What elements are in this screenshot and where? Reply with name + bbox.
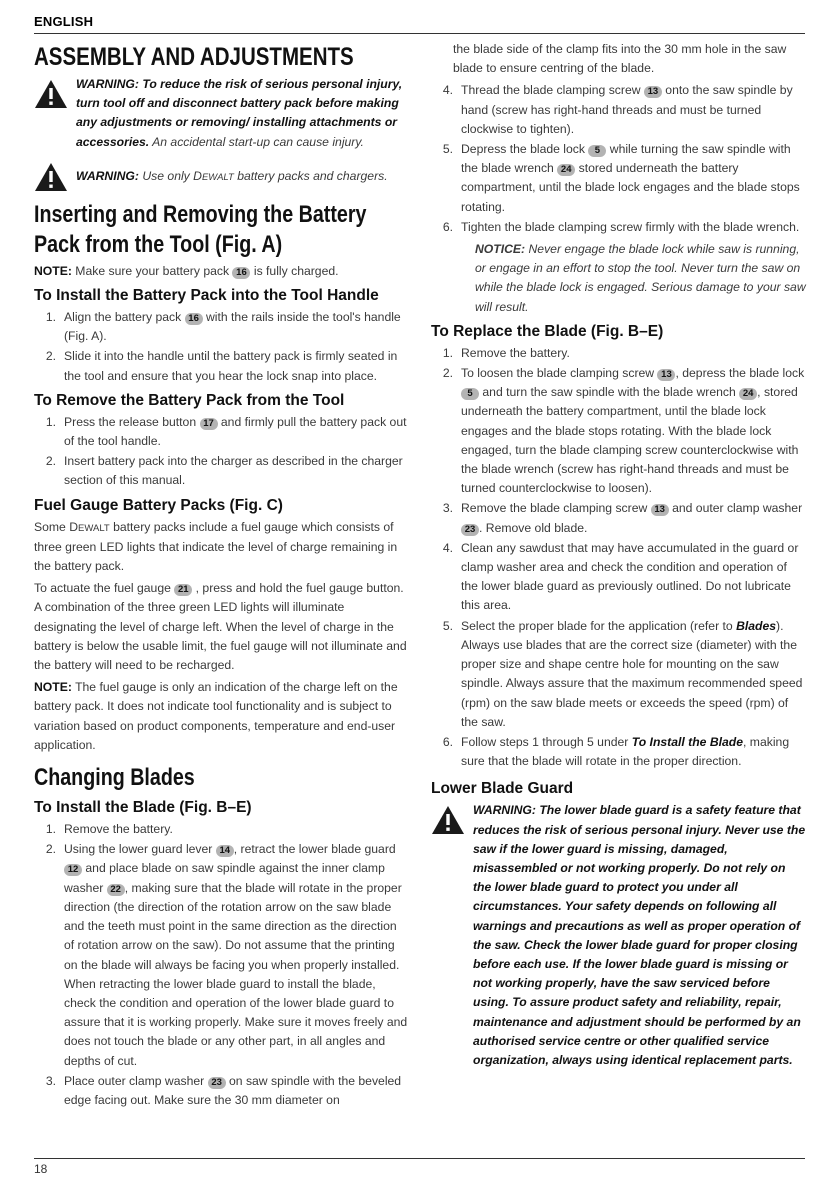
step-text: , depress the blade lock bbox=[675, 366, 805, 381]
part-badge: 23 bbox=[208, 1077, 226, 1089]
install-blade-list-continued bbox=[431, 81, 807, 237]
step-text: with the rails inside the tool's handle (Fig. A). bbox=[64, 310, 401, 344]
right-column bbox=[431, 40, 807, 1076]
step-text: Tighten the blade clamping screw firmly with the blade wrench. bbox=[461, 219, 800, 234]
step-text: . Remove old blade. bbox=[479, 520, 588, 535]
step-3-continued: the blade side of the clamp fits into the 30 mm hole in the saw blade to ensure centring of the blade. bbox=[453, 42, 787, 76]
list-item: 4. Thread the blade clamping screw 13 onto the saw spindle by hand (screw has right-hand threads and must be turned clockwise to tighten). bbox=[442, 83, 793, 136]
step-text: Align the battery pack bbox=[64, 310, 185, 325]
warning-text-2b: battery packs and chargers. bbox=[233, 168, 388, 183]
replace-blade-heading: To Replace the Blade (Fig. B–E) bbox=[431, 322, 664, 340]
part-badge: 16 bbox=[185, 313, 203, 325]
step-text: , stored underneath the battery compartment, until the blade lock engages and the blade stops rotating. With the blade lock engaged, turn the blade clamping screw counterclockwise with the blade wrench (screw has right-hand threads and must be turned counterclockwise to loosen). bbox=[461, 385, 799, 496]
footer-rule bbox=[34, 1158, 805, 1159]
cross-reference: Blades bbox=[736, 618, 777, 633]
remove-battery-list bbox=[34, 413, 409, 491]
paragraph-text: battery packs include a fuel gauge which consists of three green LED lights that indicate the level of charge remaining in the battery pack. bbox=[34, 519, 398, 574]
part-badge: 24 bbox=[739, 388, 757, 400]
list-item: 3. Remove the blade clamping screw 13 and outer clamp washer 23 . Remove old blade. bbox=[442, 501, 803, 535]
step-text: Follow steps 1 through 5 under bbox=[461, 734, 632, 749]
note-text: Make sure your battery pack bbox=[71, 263, 233, 278]
notice-label: NOTICE: bbox=[475, 242, 526, 257]
warning-tail-1: An accidental start-up can cause injury. bbox=[149, 134, 364, 149]
list-item: 6. Follow steps 1 through 5 under To Install the Blade, making sure that the blade will rotate in the proper direction. bbox=[442, 734, 790, 769]
list-item: 1. Align the battery pack 16 with the rails inside the tool's handle (Fig. A). bbox=[45, 310, 401, 344]
list-item: 2. To loosen the blade clamping screw 13 , depress the blade lock 5 and turn the saw spindle with the blade wrench 24 , stored underneath the battery compartment, until the blade lock engages and the blade stops rotating. With the blade lock engaged, turn the blade clamping screw counterclockwise with the blade wrench (screw has right-hand threads and must be turned counterclockwise to loosen). bbox=[442, 366, 805, 496]
warning-text-1 bbox=[76, 75, 409, 152]
part-badge: 13 bbox=[651, 504, 669, 516]
fuel-paragraph-1 bbox=[34, 518, 409, 577]
note-text: is fully charged. bbox=[250, 263, 339, 278]
install-blade-heading: To Install the Blade (Fig. B–E) bbox=[34, 799, 252, 817]
step-text: , making sure that the blade will rotate in the proper direction. bbox=[461, 734, 790, 769]
list-item: 1. Remove the battery. bbox=[34, 820, 409, 839]
list-item: 3. Place outer clamp washer 23 on saw spindle with the beveled edge facing out. Make sure the 30 mm diameter on bbox=[45, 1073, 402, 1107]
list-item: 5. Depress the blade lock 5 while turning the saw spindle with the blade wrench 24 stored underneath the battery compartment, until the blade lock engages and the blade stops rotating. bbox=[442, 142, 800, 214]
warning-triangle-icon bbox=[431, 805, 465, 835]
list-item: 5. Select the proper blade for the application (refer to Blades). Always use blades that are the correct size (diameter) with the proper size and shape centre hole for mounting on the saw spindle. Always assure that the maximum recommended speed (rpm) on the saw blade meets or exceeds the speed (rpm) of the saw. bbox=[442, 618, 803, 729]
step-text: Depress the blade lock bbox=[461, 142, 589, 157]
paragraph-text: Some D bbox=[34, 519, 79, 534]
assembly-heading: ASSEMBLY AND ADJUSTMENTS bbox=[34, 43, 354, 71]
list-item: 1. Press the release button 17 and firmly pull the battery pack out of the tool handle. bbox=[45, 414, 407, 449]
notice-block bbox=[475, 240, 807, 317]
list-item: 2. Insert battery pack into the charger as described in the charger section of this manual. bbox=[34, 452, 409, 490]
warning-triangle-icon bbox=[34, 79, 68, 109]
guard-warning-block bbox=[431, 801, 807, 1070]
step-text: Remove the battery. bbox=[461, 345, 570, 360]
step-text: onto the saw spindle by hand (screw has right-hand threads and must be turned clockwise to tighten). bbox=[461, 83, 793, 136]
battery-note bbox=[34, 262, 409, 281]
warning-label-2: WARNING: bbox=[76, 168, 139, 183]
guard-warning-text: WARNING: The lower blade guard is a safety feature that reduces the risk of serious personal injury. Never use the saw if the lower guard is missing, damaged, misassembled or not working properly. Do not rely on the lower blade guard to protect you under all circumstances. Your safety depends on following all warnings and precautions as well as proper operation of the saw. Check the lower blade guard for proper closing before each use. If the lower blade guard is missing or not working properly, have the saw serviced before using. To assure product safety and reliability, repair, maintenance and adjustment should be performed by an authorised service centre or other qualified service organization, always using identical replacement parts. bbox=[473, 803, 806, 1067]
step-text: stored underneath the battery compartment, until the blade lock engages and the blade stops rotating. bbox=[461, 161, 800, 214]
step-text: To loosen the blade clamping screw bbox=[461, 366, 658, 381]
fuel-gauge-heading: Fuel Gauge Battery Packs (Fig. C) bbox=[34, 496, 283, 514]
warning-text-2a: Use only D bbox=[138, 168, 202, 183]
part-badge: 16 bbox=[232, 267, 250, 279]
list-item: 4. Clean any sawdust that may have accumulated in the guard or clamp washer area and check the condition and operation of the lower blade guard as previously outlined. Do not lubricate this area. bbox=[431, 539, 807, 616]
paragraph-text: To actuate the fuel gauge bbox=[34, 581, 175, 596]
changing-blades-heading: Changing Blades bbox=[34, 764, 195, 792]
part-badge: 12 bbox=[64, 864, 82, 876]
list-item: 2. Using the lower guard lever 14 , retract the lower blade guard 12 and place blade on saw spindle against the inner clamp washer 22 , making sure that the blade will rotate in the proper direction (the direction of the rotation arrow on the saw blade and the teeth must point in the same direction as the direction of rotation arrow on the saw). Do not assume that the printing on the blade will always be facing you when properly installed. When retracting the lower blade guard to install the blade, check the condition and operation of the lower blade guard to assure that it is working properly. Make sure it moves freely and does not touch the blade or any other part, in all angles and depths of cut. bbox=[45, 842, 408, 1068]
part-badge: 24 bbox=[557, 164, 575, 176]
warning-text-2 bbox=[76, 167, 388, 187]
step-text: , retract the lower blade guard bbox=[233, 842, 396, 857]
part-badge: 5 bbox=[461, 388, 479, 400]
part-badge: 21 bbox=[174, 584, 192, 596]
list-item: 2. Slide it into the handle until the battery pack is firmly seated in the tool and ensure that you hear the lock snap into place. bbox=[34, 347, 409, 385]
step-text: Using the lower guard lever bbox=[64, 842, 216, 857]
cross-reference: To Install the Blade bbox=[631, 734, 744, 749]
step-text: Clean any sawdust that may have accumulated in the guard or clamp washer area and check the condition and operation of the lower blade guard as previously outlined. Do not lubricate this area. bbox=[461, 540, 799, 613]
note-text: The fuel gauge is only an indication of the charge left on the battery pack. It does not indicate tool functionality and is subject to variation based on product components, temperature and end-user application. bbox=[34, 680, 398, 752]
replace-blade-list bbox=[431, 344, 807, 771]
step-text: and place blade on saw spindle against the inner clamp washer bbox=[64, 861, 385, 895]
warning-block-2 bbox=[34, 158, 409, 192]
step-text: Insert battery pack into the charger as described in the charger section of this manual. bbox=[64, 454, 403, 488]
warning-triangle-icon bbox=[34, 162, 68, 192]
lower-guard-heading: Lower Blade Guard bbox=[431, 780, 574, 798]
step-text: on saw spindle with the beveled edge facing out. Make sure the 30 mm diameter on bbox=[64, 1073, 402, 1107]
list-item: 1. Remove the battery. bbox=[431, 344, 807, 363]
note-label: NOTE: bbox=[34, 680, 72, 695]
notice-text: Never engage the blade lock while saw is running, or engage in an effort to stop the tool. Never turn the saw on while the blade lock is engaged. Serious damage to your saw will result. bbox=[475, 242, 806, 314]
brand-smallcaps: EWALT bbox=[201, 171, 234, 183]
part-badge: 17 bbox=[200, 418, 218, 430]
part-badge: 23 bbox=[461, 524, 479, 536]
step-text: while turning the saw spindle with the blade wrench bbox=[461, 142, 791, 176]
warning-block-1 bbox=[34, 75, 409, 152]
paragraph-text: , press and hold the fuel gauge button. A combination of the three green LED lights will illuminate designating the level of charge left. When the level of charge in the battery is below the usable limit, the fuel gauge will not illuminate and the battery will need to be recharged. bbox=[34, 581, 407, 673]
warning-bold-1: WARNING: To reduce the risk of serious personal injury, turn tool off and disconnect battery pack before making any adjustments or removing/ installing attachments or accessories. bbox=[76, 77, 403, 149]
part-badge: 14 bbox=[216, 845, 234, 857]
remove-battery-heading: To Remove the Battery Pack from the Tool bbox=[34, 391, 345, 409]
part-badge: 13 bbox=[657, 369, 675, 381]
install-battery-heading: To Install the Battery Pack into the Tool Handle bbox=[34, 287, 379, 305]
install-blade-list bbox=[34, 820, 409, 1110]
step-text: , making sure that the blade will rotate in the proper direction (the direction of the rotation arrow on the saw blade and the teeth must point in the same direction as the direction of rotation arrow on the saw). Do not assume that the printing on the blade will always be facing you when properly installed. When retracting the lower blade guard to install the blade, check the condition and operation of the lower blade guard to assure that it is working properly. Make sure it moves freely and does not touch the blade or any other part, in all angles and depths of cut. bbox=[64, 880, 408, 1068]
header-rule bbox=[34, 33, 805, 34]
note-label: NOTE: bbox=[34, 263, 72, 278]
step-text: Remove the blade clamping screw bbox=[461, 501, 651, 516]
step-text: and firmly pull the battery pack out of the tool handle. bbox=[64, 414, 407, 449]
part-badge: 22 bbox=[107, 884, 125, 896]
part-badge: 5 bbox=[588, 145, 606, 157]
fuel-paragraph-2 bbox=[34, 579, 409, 675]
fuel-note bbox=[34, 678, 409, 755]
battery-heading: Inserting and Removing the Battery Pack from the Tool (Fig. A) bbox=[34, 200, 367, 258]
page-number: 18 bbox=[34, 1162, 48, 1176]
step-text: Thread the blade clamping screw bbox=[461, 83, 644, 98]
part-badge: 13 bbox=[644, 86, 662, 98]
step-text: and outer clamp washer bbox=[668, 501, 803, 516]
install-battery-list bbox=[34, 308, 409, 386]
step-text: Select the proper blade for the application (refer to bbox=[461, 618, 737, 633]
step-text: Slide it into the handle until the battery pack is firmly seated in the tool and ensure that you hear the lock snap into place. bbox=[64, 349, 398, 383]
brand-smallcaps: EWALT bbox=[78, 522, 110, 534]
step-text: Press the release button bbox=[64, 414, 200, 429]
step-text: ). Always use blades that are the correct size (diameter) with the proper size and shape centre hole for mounting on the saw spindle. Always assure that the maximum recommended speed (rpm) on the saw blade meets or exceeds the speed (rpm) of the saw. bbox=[461, 618, 803, 729]
step-text: Place outer clamp washer bbox=[64, 1073, 208, 1088]
step-text: and turn the saw spindle with the blade wrench bbox=[479, 385, 740, 400]
language-label: ENGLISH bbox=[34, 14, 94, 29]
step-text: Remove the battery. bbox=[64, 822, 173, 837]
list-item: 6. Tighten the blade clamping screw firmly with the blade wrench. bbox=[431, 218, 807, 237]
left-column bbox=[34, 40, 409, 1113]
